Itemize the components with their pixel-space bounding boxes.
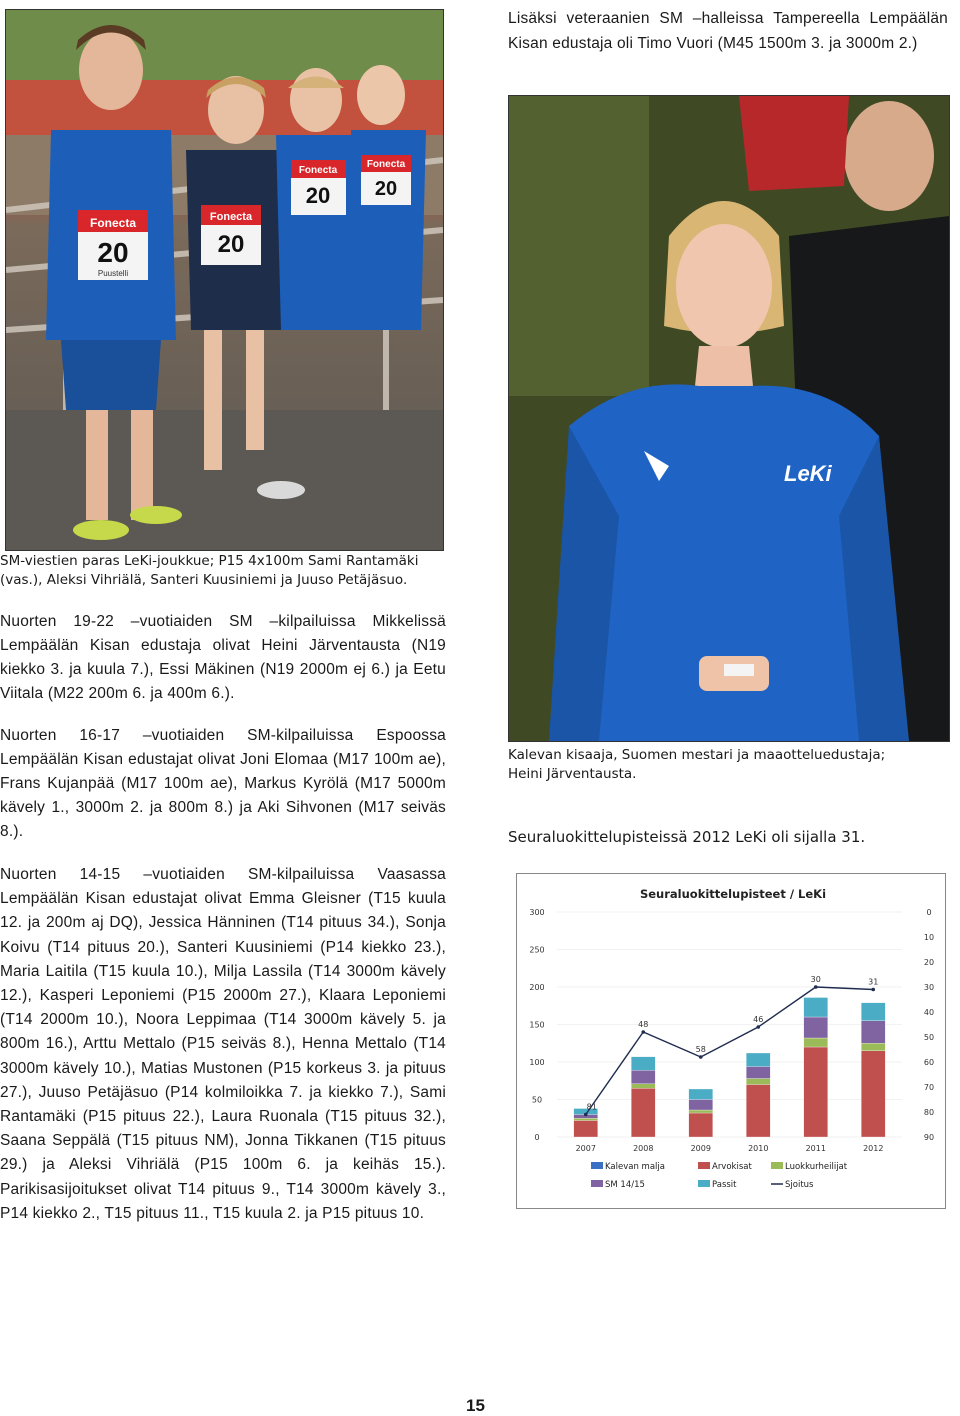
bib-number-text: 20 [97, 237, 129, 268]
chart-bar-segment [689, 1089, 713, 1100]
chart-bar-segment [689, 1110, 713, 1113]
chart-category-label: 2012 [863, 1144, 884, 1153]
chart-bar-segment [746, 1079, 770, 1085]
chart-category-label: 2009 [690, 1144, 711, 1153]
chart-bar-segment [574, 1121, 598, 1138]
chart-category-label: 2011 [805, 1144, 826, 1153]
chart-bar-segment [804, 1017, 828, 1038]
heini-caption-line-2: Heini Järventausta. [508, 766, 637, 782]
bib-number-text-3: 20 [305, 183, 331, 208]
bib-brand-text: Fonecta [89, 216, 137, 230]
bib-brand-text-2: Fonecta [209, 211, 253, 223]
chart-legend-swatch [771, 1162, 783, 1169]
chart-left-tick-label: 250 [529, 945, 545, 955]
chart-bar-segment [631, 1088, 655, 1137]
chart-legend-label: Arvokisat [712, 1162, 752, 1172]
chart-legend-swatch [698, 1162, 710, 1169]
chart-bar-segment [746, 1067, 770, 1079]
ranking-chart [516, 873, 946, 1209]
chart-rank-line [586, 987, 874, 1115]
chart-legend-label: Sjoitus [785, 1180, 814, 1190]
relay-team-photo [5, 9, 444, 551]
chart-bar-segment [861, 1003, 885, 1021]
bib-number-text-2: 20 [217, 231, 245, 258]
chart-legend-label: SM 14/15 [605, 1180, 645, 1190]
relay-caption-line-1: SM-viestien paras LeKi-joukkue; P15 4x100m Sami Rantamäki [0, 553, 419, 569]
ranking-statement: Seuraluokittelupisteissä 2012 LeKi oli sijalla 31. [508, 828, 866, 846]
chart-legend-label: Luokkurheilijat [785, 1162, 848, 1172]
chart-legend-swatch [591, 1162, 603, 1169]
chart-right-tick-label: 90 [923, 1133, 935, 1142]
chart-bar-segment [574, 1118, 598, 1120]
chart-bar-segment [861, 1021, 885, 1044]
relay-caption-line-2: (vas.), Aleksi Vihriälä, Santeri Kuusiniemi ja Juuso Petäjäsuo. [0, 572, 408, 588]
chart-legend-swatch [698, 1180, 710, 1187]
chart-legend-swatch [591, 1180, 603, 1187]
chart-right-tick-label: 80 [923, 1108, 935, 1117]
chart-bar-segment [861, 1051, 885, 1137]
ranking-chart-svg [517, 874, 945, 1208]
chart-right-tick-label: 50 [923, 1033, 935, 1042]
chart-bar-segment [861, 1043, 885, 1051]
chart-rank-point [699, 1055, 703, 1059]
portrait-illustration [509, 96, 949, 741]
chart-left-tick-label: 0 [534, 1133, 540, 1142]
chart-legend-label: Passit [712, 1180, 737, 1190]
chart-bar-segment [804, 998, 828, 1018]
chart-right-tick-label: 30 [923, 983, 935, 992]
shirt-logo-text: LeKi [784, 461, 832, 486]
intro-paragraph: Lisäksi veteraanien SM –halleissa Tampereella Lempäälän Kisan edustaja oli Timo Vuori (M45 1500m 3. ja 3000m 2.) [508, 10, 948, 52]
chart-bar-segment [631, 1084, 655, 1089]
chart-right-tick-label: 20 [923, 958, 935, 967]
chart-right-tick-label: 0 [926, 908, 932, 917]
relay-team-illustration [6, 10, 443, 550]
chart-data-label: 48 [638, 1020, 649, 1029]
chart-rank-point [756, 1025, 760, 1029]
chart-data-label: 81 [586, 1102, 597, 1112]
page-number: 15 [466, 1396, 485, 1415]
chart-left-tick-label: 100 [529, 1058, 545, 1067]
chart-left-tick-label: 150 [529, 1020, 545, 1030]
chart-bar-segment [804, 1047, 828, 1137]
chart-bar-segment [689, 1113, 713, 1137]
chart-rank-point [871, 988, 875, 992]
chart-rank-point [584, 1113, 588, 1117]
chart-data-label: 58 [695, 1045, 706, 1054]
bib-number-text-4: 20 [374, 178, 398, 200]
chart-right-tick-label: 60 [923, 1058, 935, 1067]
paragraph-19-22: Nuorten 19-22 –vuotiaiden SM –kilpailuissa Mikkelissä Lempäälän Kisan edustaja olivat Heini Järventausta (N19 kiekko 3. ja kuula 7.), Essi Mäkinen (N19 2000m ej 6.) ja Eetu Viitala (M22 200m 6. ja 400m 6.). [0, 613, 446, 702]
chart-bar-segment [746, 1053, 770, 1067]
chart-right-tick-label: 40 [923, 1008, 935, 1017]
bib-brand-text-4: Fonecta [366, 159, 406, 170]
chart-right-tick-label: 10 [923, 933, 935, 942]
heini-photo-caption [508, 746, 948, 784]
bib-brand-text-3: Fonecta [298, 165, 338, 176]
chart-category-label: 2010 [748, 1144, 769, 1153]
chart-data-label: 46 [753, 1015, 764, 1024]
heini-portrait-photo [508, 95, 950, 742]
bib-sponsor-text: Puustelli [97, 269, 129, 278]
chart-right-tick-label: 70 [923, 1083, 935, 1092]
chart-rank-point [641, 1030, 645, 1034]
paragraph-14-15: Nuorten 14-15 –vuotiaiden SM-kilpailuissa Vaasassa Lempäälän Kisan edustajat olivat Emma Gleisner (T15 kuula 12. ja 200m aj DQ), Jessica Hänninen (T14 pituus 34.), Sonja Koivu (T14 pituus 20.), Santeri Kuusiniemi (P14 kiekko 23.), Maria Laitila (T15 kuula 10.), Milja Lassila (T14 3000m kävely 12.), Kasperi Leponiemi (P15 2000m 27.), Klaara Leponiemi (T14 2000m 10.), Noora Leppimaa (T14 3000m kävely 5. ja 800m 16.), Arttu Mettalo (P15 seiväs 8.), Henna Mettalo (T14 3000m kävely 10.), Matias Mustonen (P15 korkeus 3. ja pituus 27.), Juuso Petäjäsuo (P14 kolmiloikka 7. ja kiekko 7.), Sami Rantamäki (P15 pituus 22.), Laura Ruonala (T15 pituus 32.), Saana Seppälä (T15 pituus NM), Jonna Tikkanen (T15 pituus 29.) ja Aleksi Vihriälä (P15 100m 6. ja keihäs 15.). Parikisasijoitukset olivat T14 pituus 9., T14 3000m kävely 3., P14 kiekko 2., T15 pituus 11., T15 kuula 2. ja P15 pituus 10. [0, 866, 446, 1222]
heini-caption-line-1: Kalevan kisaaja, Suomen mestari ja maaotteluedustaja; [508, 747, 886, 763]
chart-category-label: 2008 [633, 1144, 654, 1153]
chart-bar-segment [804, 1038, 828, 1047]
chart-bar-segment [631, 1070, 655, 1084]
chart-left-tick-label: 50 [531, 1095, 543, 1105]
chart-left-tick-label: 300 [529, 908, 545, 917]
chart-category-label: 2007 [575, 1144, 596, 1153]
paragraph-16-17: Nuorten 16-17 –vuotiaiden SM-kilpailuissa Espoossa Lempäälän Kisan edustajat olivat Joni Elomaa (M17 100m ae), Frans Kujanpää (M17 100m ae), Markus Kyrölä (M17 5000m kävely 1., 3000m 2. ja 800m 8.) ja Aki Sihvonen (M17 seiväs 8.). [0, 727, 446, 840]
chart-bar-segment [746, 1085, 770, 1138]
chart-title: Seuraluokittelupisteet / LeKi [639, 887, 827, 901]
relay-photo-caption [0, 552, 460, 590]
chart-data-label: 30 [810, 975, 821, 984]
chart-left-tick-label: 200 [529, 983, 545, 992]
chart-data-label: 31 [868, 977, 879, 987]
chart-bar-segment [689, 1100, 713, 1111]
chart-legend-label: Kalevan malja [605, 1162, 665, 1172]
chart-bar-segment [631, 1057, 655, 1071]
chart-rank-point [814, 985, 818, 989]
